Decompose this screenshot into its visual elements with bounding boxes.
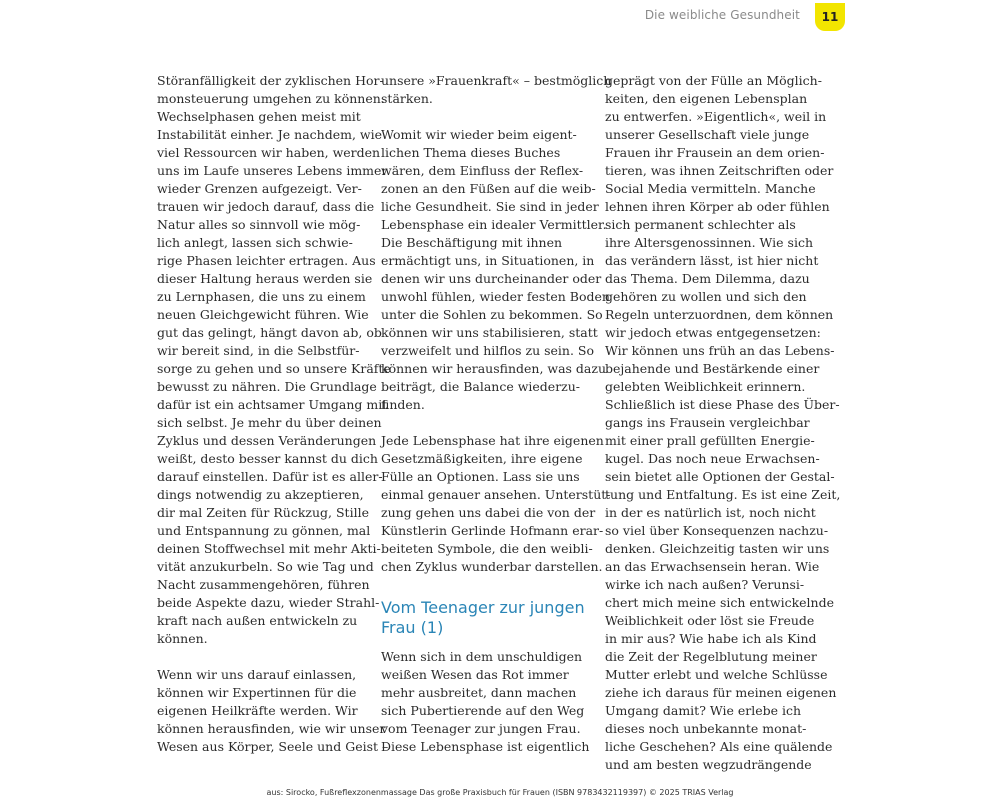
text-line: Fülle an Optionen. Lass sie uns <box>381 469 580 484</box>
text-column-3 <box>605 72 841 774</box>
text-line: zu Lernphasen, die uns zu einem <box>157 289 366 304</box>
text-line: dir mal Zeiten für Rückzug, Stille <box>157 505 369 520</box>
text-line: Wenn sich in dem unschuldigen <box>381 649 583 664</box>
text-line: Mutter erlebt und welche Schlüsse <box>605 667 828 682</box>
text-line: wirke ich nach außen? Verunsi- <box>605 577 805 592</box>
text-line: lich anlegt, lassen sich schwie- <box>157 235 353 250</box>
text-line: sich Pubertierende auf den Weg <box>381 703 585 718</box>
text-line: lehnen ihren Körper ab oder fühlen <box>605 199 830 214</box>
text-line: Social Media vermitteln. Manche <box>605 181 816 196</box>
text-line: beiträgt, die Balance wiederzu- <box>381 379 581 394</box>
text-line: Vom Teenager zur jungen <box>381 598 585 617</box>
text-line: zu entwerfen. »Eigentlich«, weil in <box>605 109 827 124</box>
text-line: Schließlich ist diese Phase des Über- <box>605 397 840 412</box>
text-line: denen wir uns durcheinander oder <box>381 271 602 286</box>
text-line: dieses noch unbekannte monat- <box>605 721 807 736</box>
text-line: Wesen aus Körper, Seele und Geist – <box>157 739 389 754</box>
text-line: wären, dem Einfluss der Reflex- <box>381 163 584 178</box>
text-line: Wechselphasen gehen meist mit <box>157 109 361 124</box>
text-line: viel Ressourcen wir haben, werden <box>157 145 381 160</box>
text-line: trauen wir jedoch darauf, dass die <box>157 199 375 214</box>
text-line: wir jedoch etwas entgegensetzen: <box>605 325 821 340</box>
text-line: verzweifelt und hilflos zu sein. So <box>381 343 595 358</box>
text-line: Natur alles so sinnvoll wie mög- <box>157 217 361 232</box>
text-line: vität anzukurbeln. So wie Tag und <box>157 559 374 574</box>
text-line: beide Aspekte dazu, wieder Strahl- <box>157 595 380 610</box>
text-line: die Zeit der Regelblutung meiner <box>605 649 817 664</box>
source-footer: aus: Sirocko, Fußreflexzonenmassage Das große Praxisbuch für Frauen (ISBN 9783432119397) © 2025 TRIAS Verlag <box>266 788 734 797</box>
text-line: Diese Lebensphase ist eigentlich <box>381 739 590 754</box>
running-header-title: Die weibliche Gesundheit <box>644 8 800 22</box>
text-line: wieder Grenzen aufgezeigt. Ver- <box>157 181 362 196</box>
paragraph <box>381 432 611 576</box>
text-line: mit einer prall gefüllten Energie- <box>605 433 815 448</box>
text-line: Frauen ihr Frausein an dem orien- <box>605 145 825 160</box>
paragraph <box>381 648 590 756</box>
text-line: an das Erwachsensein heran. Wie <box>605 559 820 574</box>
text-line: tung und Entfaltung. Es ist eine Zeit, <box>605 487 841 502</box>
text-line: Jede Lebensphase hat ihre eigenen <box>381 433 604 448</box>
paragraph <box>381 126 610 414</box>
text-line: gelebten Weiblichkeit erinnern. <box>605 379 806 394</box>
paragraph <box>381 72 612 108</box>
text-line: Regeln unterzuordnen, dem können <box>605 307 834 322</box>
text-line: bejahende und Bestärkende einer <box>605 361 820 376</box>
paragraph <box>157 72 391 648</box>
text-line: chert mich meine sich entwickelnde <box>605 595 834 610</box>
text-line: sich permanent schlechter als <box>605 217 796 232</box>
text-line: zung gehen uns dabei die von der <box>381 505 596 520</box>
text-line: können herausfinden, wie wir unser <box>157 721 386 736</box>
text-line: beiteten Symbole, die den weibli- <box>381 541 593 556</box>
text-line: ermächtigt uns, in Situationen, in <box>381 253 595 268</box>
text-line: weißen Wesen das Rot immer <box>381 667 569 682</box>
text-line: Instabilität einher. Je nachdem, wie <box>157 127 383 142</box>
text-line: dafür ist ein achtsamer Umgang mit <box>157 397 388 412</box>
text-line: gangs ins Frausein vergleichbar <box>605 415 810 430</box>
text-line: kugel. Das noch neue Erwachsen- <box>605 451 820 466</box>
page-number-badge <box>815 3 845 31</box>
text-line: denken. Gleichzeitig tasten wir uns <box>605 541 830 556</box>
text-line: finden. <box>381 397 425 412</box>
text-line: keiten, den eigenen Lebensplan <box>605 91 808 106</box>
text-line: können wir uns stabilisieren, statt <box>381 325 598 340</box>
text-line: Zyklus und dessen Veränderungen <box>157 433 377 448</box>
text-line: können wir herausfinden, was dazu <box>381 361 607 376</box>
text-line: Wir können uns früh an das Lebens- <box>605 343 835 358</box>
text-line: Gesetzmäßigkeiten, ihre eigene <box>381 451 583 466</box>
text-line: zonen an den Füßen auf die weib- <box>381 181 596 196</box>
text-line: mehr ausbreitet, dann machen <box>381 685 577 700</box>
text-line: unserer Gesellschaft viele junge <box>605 127 810 142</box>
text-line: uns im Laufe unseres Lebens immer <box>157 163 388 178</box>
text-line: das verändern lässt, ist hier nicht <box>605 253 819 268</box>
text-line: eigenen Heilkräfte werden. Wir <box>157 703 358 718</box>
page-number: 11 <box>821 10 839 24</box>
text-line: so viel über Konsequenzen nachzu- <box>605 523 829 538</box>
text-line: unwohl fühlen, wieder festen Boden <box>381 289 610 304</box>
text-line: Störanfälligkeit der zyklischen Hor- <box>157 73 384 88</box>
text-line: Die Beschäftigung mit ihnen <box>381 235 563 250</box>
text-line: geprägt von der Fülle an Möglich- <box>605 73 822 88</box>
text-line: können. <box>157 631 208 646</box>
text-column-1 <box>157 72 391 756</box>
text-line: sein bietet alle Optionen der Gestal- <box>605 469 835 484</box>
text-line: chen Zyklus wunderbar darstellen. <box>381 559 603 574</box>
text-line: vom Teenager zur jungen Frau. <box>381 721 581 736</box>
text-line: Womit wir wieder beim eigent- <box>381 127 577 142</box>
text-line: gut das gelingt, hängt davon ab, ob <box>157 325 382 340</box>
text-line: sorge zu gehen und so unsere Kräfte <box>157 361 391 376</box>
text-line: Nacht zusammengehören, führen <box>157 577 370 592</box>
text-line: darauf einstellen. Dafür ist es aller- <box>157 469 383 484</box>
text-line: sich selbst. Je mehr du über deinen <box>157 415 382 430</box>
text-line: bewusst zu nähren. Die Grundlage <box>157 379 377 394</box>
text-line: monsteuerung umgehen zu können. <box>157 91 385 106</box>
text-line: wir bereit sind, in die Selbstfür- <box>157 343 360 358</box>
text-column-2 <box>381 72 612 756</box>
text-line: neuen Gleichgewicht führen. Wie <box>157 307 369 322</box>
text-line: gehören zu wollen und sich den <box>605 289 807 304</box>
text-line: liche Gesundheit. Sie sind in jeder <box>381 199 599 214</box>
text-line: Lebensphase ein idealer Vermittler. <box>381 217 607 232</box>
text-line: Wenn wir uns darauf einlassen, <box>157 667 357 682</box>
text-line: tieren, was ihnen Zeitschriften oder <box>605 163 834 178</box>
paragraph <box>157 666 389 756</box>
section-heading <box>381 598 585 638</box>
text-line: kraft nach außen entwickeln zu <box>157 613 358 628</box>
text-line: das Thema. Dem Dilemma, dazu <box>605 271 810 286</box>
text-line: rige Phasen leichter ertragen. Aus <box>157 253 376 268</box>
text-line: lichen Thema dieses Buches <box>381 145 561 160</box>
text-line: einmal genauer ansehen. Unterstüt- <box>381 487 611 502</box>
text-line: unsere »Frauenkraft« – bestmöglich <box>381 73 612 88</box>
text-line: Künstlerin Gerlinde Hofmann erar- <box>381 523 604 538</box>
text-line: Frau (1) <box>381 618 444 637</box>
text-line: unter die Sohlen zu bekommen. So <box>381 307 603 322</box>
text-line: in mir aus? Wie habe ich als Kind <box>605 631 817 646</box>
paragraph <box>605 72 841 774</box>
text-line: in der es natürlich ist, noch nicht <box>605 505 816 520</box>
text-line: Weiblichkeit oder löst sie Freude <box>605 613 815 628</box>
text-line: ziehe ich daraus für meinen eigenen <box>605 685 837 700</box>
text-line: liche Geschehen? Als eine quälende <box>605 739 833 754</box>
text-line: und Entspannung zu gönnen, mal <box>157 523 371 538</box>
text-line: können wir Expertinnen für die <box>157 685 357 700</box>
text-line: stärken. <box>381 91 433 106</box>
text-line: und am besten wegzudrängende <box>605 757 812 772</box>
text-line: dieser Haltung heraus werden sie <box>157 271 373 286</box>
text-line: ihre Altersgenossinnen. Wie sich <box>605 235 813 250</box>
text-line: weißt, desto besser kannst du dich <box>157 451 378 466</box>
text-line: deinen Stoffwechsel mit mehr Akti- <box>157 541 381 556</box>
text-line: Umgang damit? Wie erlebe ich <box>605 703 802 718</box>
text-line: dings notwendig zu akzeptieren, <box>157 487 364 502</box>
